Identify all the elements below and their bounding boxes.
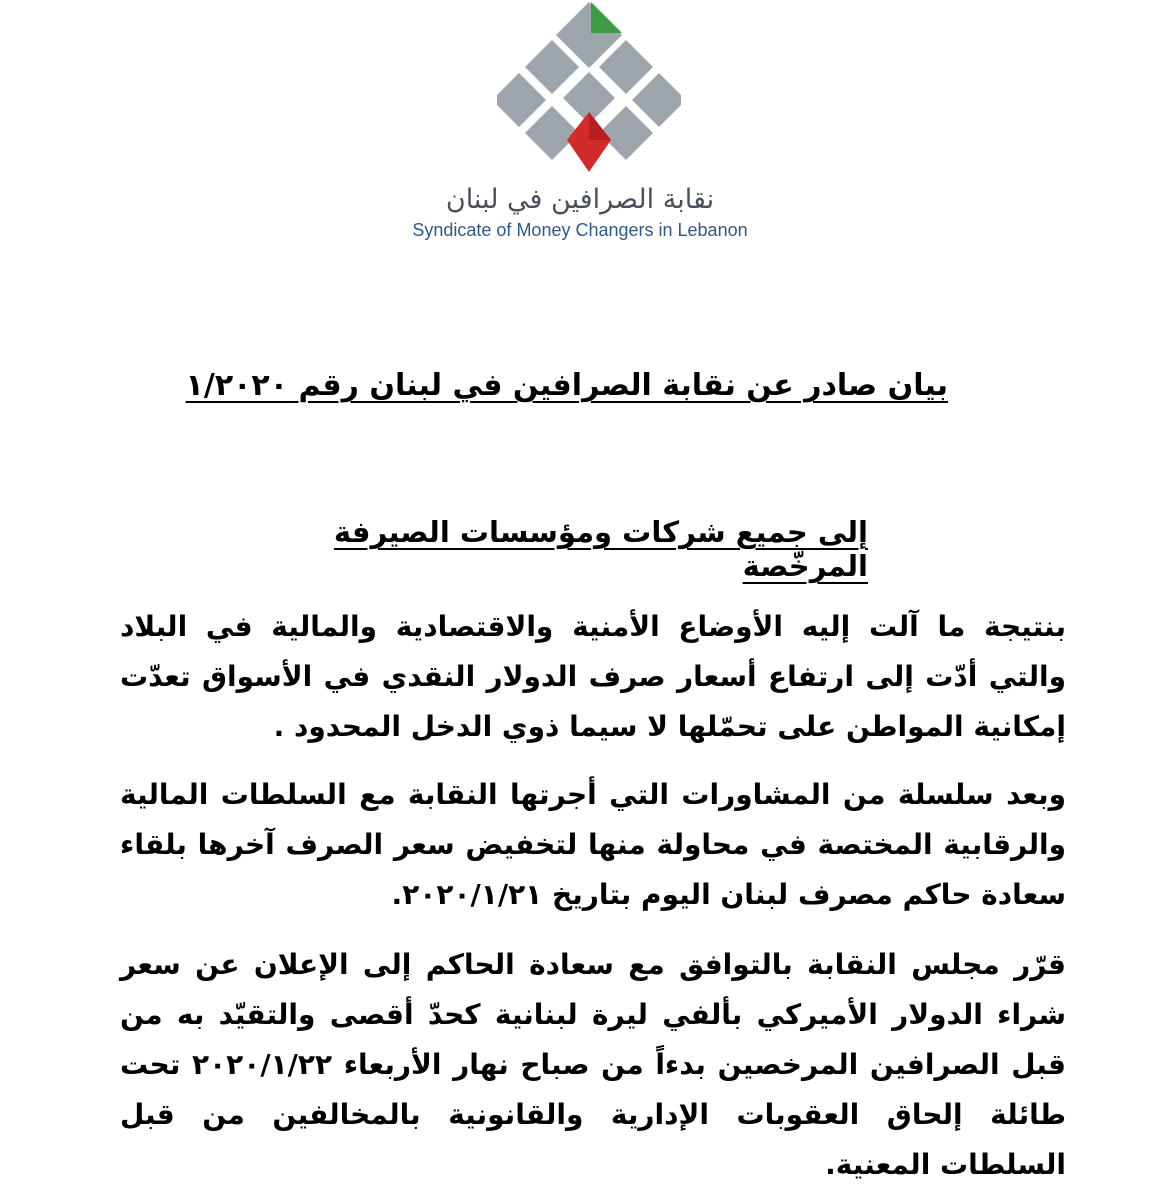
paragraph-2: وبعد سلسلة من المشاورات التي أجرتها النقابة مع السلطات المالية والرقابية المختصة في محاولة منها لتخفيض سعر الصرف آخرها بلقاء سعادة حاكم مصرف لبنان اليوم بتاريخ ٢٠٢٠/١/٢١. — [120, 778, 1066, 911]
paragraph-3: قرّر مجلس النقابة بالتوافق مع سعادة الحاكم إلى الإعلان عن سعر شراء الدولار الأميركي بألفي ليرة لبنانية كحدّ أقصى والتقيّد به من قبل الصرافين المرخصين بدءاً من صباح نهار الأربعاء ٢٠٢٠/١/٢٢ تحت طائلة إلحاق العقوبات الإدارية والقانونية بالمخالفين من قبل السلطات المعنية. — [120, 948, 1066, 1181]
document-addressee-text: إلى جميع شركات ومؤسسات الصيرفة المرخّصة — [333, 515, 868, 583]
logo-arabic-name: نقابة الصرافين في لبنان — [445, 184, 715, 215]
document-addressee — [200, 515, 868, 583]
emblem-right-outer — [632, 73, 681, 127]
emblem-green-triangle — [591, 2, 622, 33]
document-title-text: بيان صادر عن نقابة الصرافين في لبنان رقم ١/٢٠٢٠ — [185, 368, 948, 403]
logo-english-name: Syndicate of Money Changers in Lebanon — [412, 220, 748, 240]
document-title — [180, 368, 948, 403]
emblem-left-lower — [525, 106, 579, 160]
emblem-left-outer — [497, 73, 546, 127]
syndicate-emblem-icon — [497, 0, 681, 175]
paragraph-1: بنتيجة ما آلت إليه الأوضاع الأمنية والاقتصادية والمالية في البلاد والتي أدّت إلى ارتفاع أسعار صرف الدولار النقدي في الأسواق تعدّت إمكانية المواطن على تحمّلها لا سيما ذوي الدخل المحدود . — [120, 610, 1066, 743]
emblem-right-lower — [599, 106, 653, 160]
